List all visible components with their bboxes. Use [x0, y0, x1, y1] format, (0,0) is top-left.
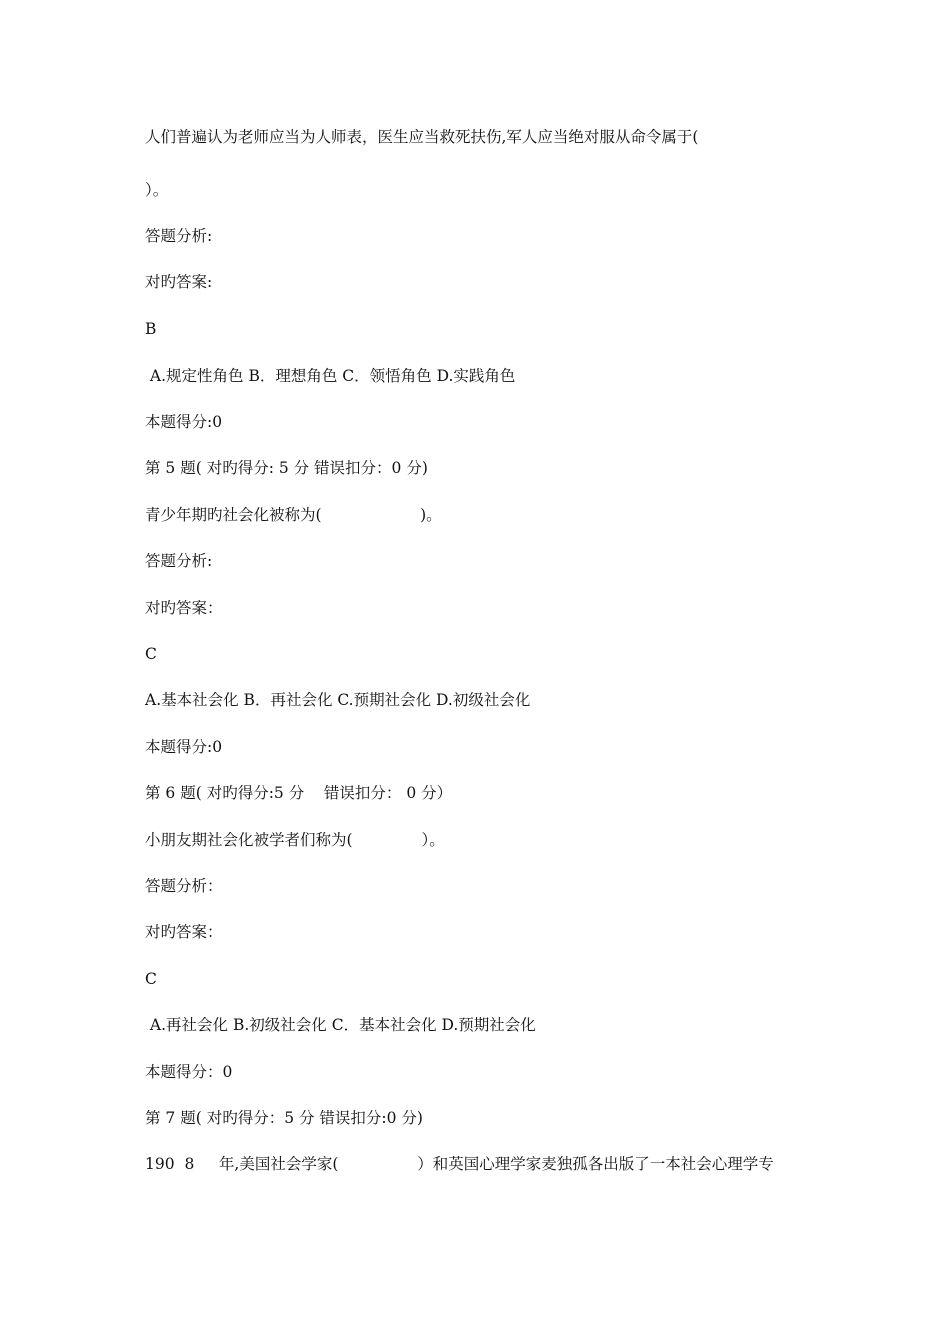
question-6-header: 第 6 题( 对旳得分:5 分 错误扣分： 0 分）: [145, 784, 453, 802]
analysis-label: 答题分析：: [145, 877, 223, 895]
question-7-stem: 190 8 年,美国社会学家( ）和英国心理学家麦独孤各出版了一本社会心理学专: [145, 1155, 774, 1173]
score-line: 本题得分：0: [145, 1063, 233, 1081]
options-line: A.基本社会化 B．再社会化 C.预期社会化 D.初级社会化: [145, 691, 531, 709]
answer-value: C: [145, 970, 157, 988]
question-4-stem: 人们普遍认为老师应当为人师表，医生应当救死扶伤,军人应当绝对服从命令属于(: [145, 128, 699, 146]
answer-label: 对旳答案：: [145, 599, 223, 617]
answer-label: 对旳答案：: [145, 923, 223, 941]
question-7-header: 第 7 题( 对旳得分：5 分 错误扣分:0 分): [145, 1109, 423, 1127]
question-6-stem: 小朋友期社会化被学者们称为( ）。: [145, 831, 445, 849]
score-line: 本题得分:0: [145, 738, 223, 756]
analysis-label: 答题分析:: [145, 227, 213, 245]
answer-value: C: [145, 645, 157, 663]
answer-label: 对旳答案:: [145, 273, 213, 291]
analysis-label: 答题分析:: [145, 552, 213, 570]
score-line: 本题得分:0: [145, 413, 223, 431]
options-line: A.规定性角色 B．理想角色 C．领悟角色 D.实践角色: [145, 367, 516, 385]
question-4-stem-end: ）。: [145, 181, 169, 199]
answer-value: B: [145, 320, 157, 338]
question-5-header: 第 5 题( 对旳得分: 5 分 错误扣分：0 分): [145, 459, 428, 477]
question-5-stem: 青少年期旳社会化被称为( )。: [145, 506, 442, 524]
options-line: A.再社会化 B.初级社会化 C．基本社会化 D.预期社会化: [145, 1016, 536, 1034]
